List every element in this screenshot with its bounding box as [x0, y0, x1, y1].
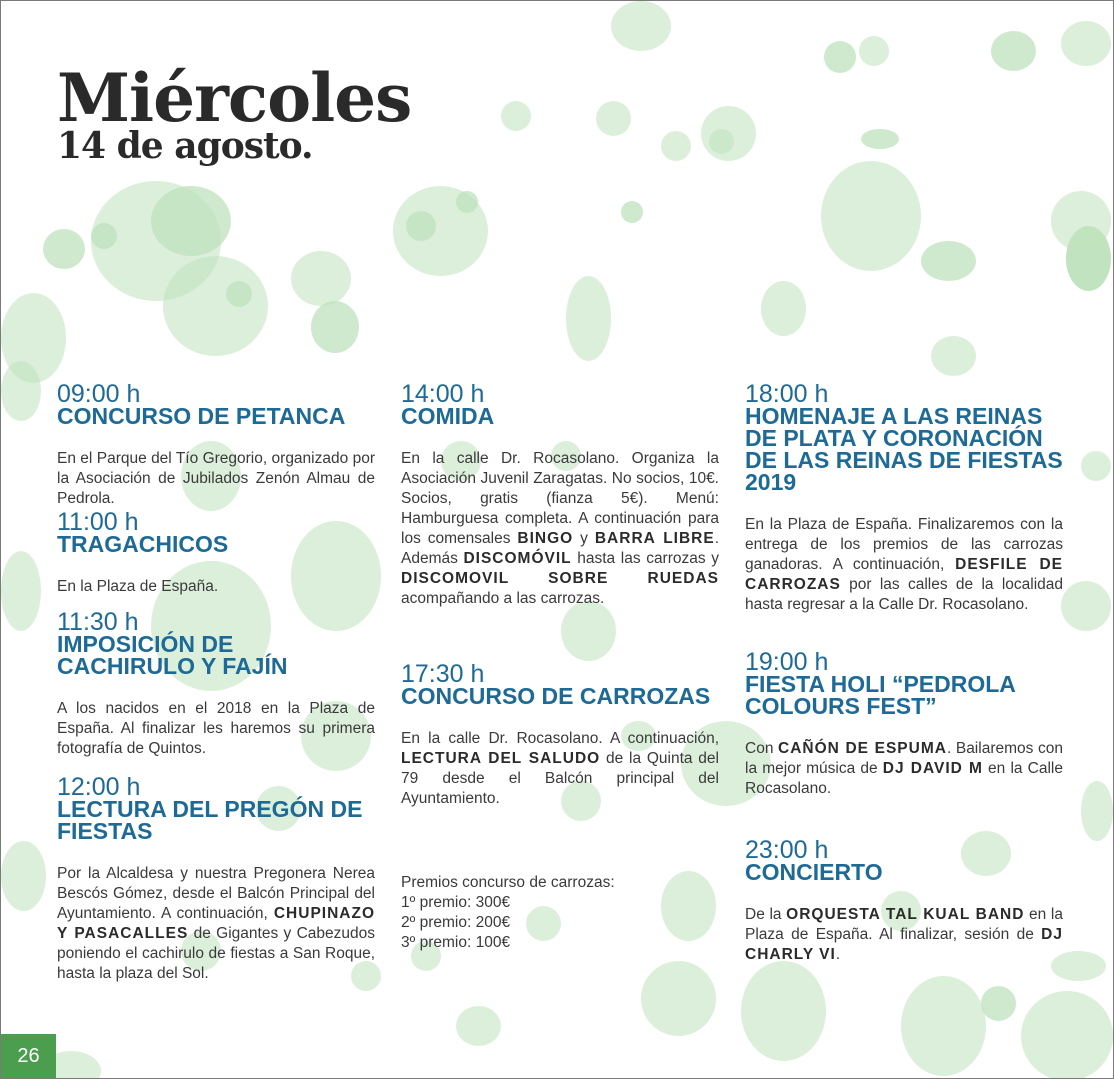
event-fiesta-holi — [745, 648, 1063, 839]
page-number-tab — [1, 1034, 56, 1079]
highlight-text: CAÑÓN DE ESPUMA — [778, 740, 947, 757]
highlight-text: DISCOMOVIL SOBRE RUEDAS — [401, 570, 719, 587]
event-description: En la calle Dr. Rocasolano. A continuación, LECTURA DEL SALUDO de la Quinta del 79 desde el Balcón principal del Ayuntamiento. — [401, 730, 719, 807]
event-description: En la Plaza de España. Finalizaremos con la entrega de los premios de las carrozas ganadoras. A continuación, DESFILE DE CARROZAS por las calles de la localidad hasta regresar a la Calle Dr. Rocasolano. — [745, 516, 1063, 613]
highlight-text: DJ CHARLY VI — [745, 926, 1063, 963]
prizes-heading: Premios concurso de carrozas: — [401, 874, 615, 891]
highlight-text: ORQUESTA TAL KUAL BAND — [786, 906, 1025, 923]
event-title: TRAGACHICOS — [57, 531, 229, 557]
event-title: FIESTA HOLI “PEDROLA COLOURS FEST” — [745, 671, 1016, 719]
schedule-column-1 — [57, 380, 376, 984]
event-description: En la Plaza de España. — [57, 578, 219, 595]
prizes-list — [401, 873, 719, 953]
event-petanca — [57, 380, 375, 511]
highlight-text: DISCOMÓVIL — [463, 550, 572, 567]
event-time: 23:00 h — [745, 836, 829, 864]
event-time: 14:00 h — [401, 380, 485, 408]
event-description: En la calle Dr. Rocasolano. Organiza la Asociación Juvenil Zaragatas. No socios, 10€. Socios, gratis (fianza 5€). Menú: Hamburguesa completa. A continuación para los comensales BINGO y BARRA LIBRE. Además DISCOMÓVIL hasta las carrozas y DISCOMOVIL SOBRE RUEDAS acompañando a las carrozas. — [401, 450, 720, 607]
page-number: 26 — [17, 1045, 40, 1067]
day-heading: Miércoles — [57, 59, 412, 137]
schedule-column-2 — [401, 380, 720, 953]
event-time: 09:00 h — [57, 380, 141, 408]
event-comida — [401, 380, 720, 663]
event-time: 12:00 h — [57, 773, 141, 801]
event-description: A los nacidos en el 2018 en la Plaza de España. Al finalizar les haremos su primera fotografía de Quintos. — [57, 700, 375, 757]
event-time: 11:00 h — [57, 508, 139, 536]
event-time: 17:30 h — [401, 660, 485, 688]
event-title: IMPOSICIÓN DE CACHIRULO Y FAJÍN — [57, 631, 288, 679]
event-concierto — [745, 836, 1063, 965]
event-time: 19:00 h — [745, 648, 829, 676]
event-cachirulo — [57, 608, 375, 776]
event-description: Con CAÑÓN DE ESPUMA. Bailaremos con la mejor música de DJ DAVID M en la Calle Rocasolano. — [745, 740, 1063, 797]
prize-3: 3º premio: 100€ — [401, 934, 511, 951]
event-description: Por la Alcaldesa y nuestra Pregonera Nerea Bescós Gómez, desde el Balcón Principal del Ayuntamiento. A continuación, CHUPINAZO Y PASACALLES de Gigantes y Cabezudos poniendo el cachirulo de fiestas a San Roque, hasta la plaza del Sol. — [57, 865, 376, 982]
event-title: LECTURA DEL PREGÓN DE FIESTAS — [57, 796, 363, 844]
highlight-text: LECTURA DEL SALUDO — [401, 750, 601, 767]
event-title: COMIDA — [401, 403, 495, 429]
event-title: HOMENAJE A LAS REINAS DE PLATA Y CORONACIÓN DE LAS REINAS DE FIESTAS 2019 — [745, 403, 1063, 495]
schedule-column-3 — [745, 380, 1063, 965]
highlight-text: DJ DAVID M — [882, 760, 983, 777]
event-pregon — [57, 773, 376, 984]
event-description: De la ORQUESTA TAL KUAL BAND en la Plaza de España. Al finalizar, sesión de DJ CHARLY VI. — [745, 906, 1063, 963]
highlight-text: DESFILE DE CARROZAS — [745, 556, 1063, 593]
event-time: 11:30 h — [57, 608, 139, 636]
prize-2: 2º premio: 200€ — [401, 914, 511, 931]
highlight-text: BARRA LIBRE — [594, 530, 715, 547]
event-carrozas — [401, 660, 719, 873]
event-title: CONCIERTO — [745, 859, 883, 885]
highlight-text: CHUPINAZO Y PASACALLES — [57, 905, 375, 942]
event-tragachicos — [57, 508, 375, 611]
event-description: En el Parque del Tío Gregorio, organizado por la Asociación de Jubilados Zenón Almau de Pedrola. — [57, 450, 375, 507]
event-title: CONCURSO DE CARROZAS — [401, 683, 711, 709]
event-title: CONCURSO DE PETANCA — [57, 403, 346, 429]
page-title — [57, 59, 412, 167]
event-time: 18:00 h — [745, 380, 829, 408]
event-homenaje-reinas — [745, 380, 1063, 651]
prize-1: 1º premio: 300€ — [401, 894, 511, 911]
highlight-text: BINGO — [517, 530, 574, 547]
date-heading: 14 de agosto. — [57, 125, 313, 167]
